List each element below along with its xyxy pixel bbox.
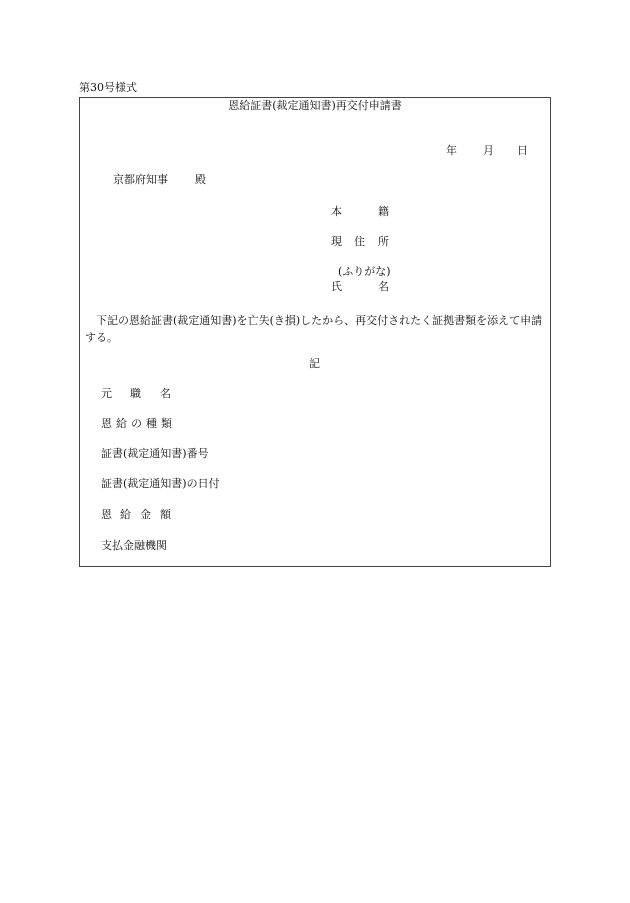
item-pension-type-char-1: 恩 — [101, 417, 112, 430]
item-certificate-date: 証書(裁定通知書)の日付 — [101, 477, 220, 490]
item-pension-amount-char-1: 恩 — [101, 508, 112, 521]
item-pension-type-char-4: 種 — [146, 417, 157, 430]
form-title: 恩給証書(裁定通知書)再交付申請書 — [228, 99, 402, 112]
furigana-label: (ふりがな) — [338, 265, 391, 278]
date-year-label: 年 — [446, 144, 457, 157]
name-label-2: 名 — [378, 280, 389, 293]
item-pension-type-char-5: 類 — [161, 417, 172, 430]
name-label-1: 氏 — [331, 280, 342, 293]
item-pension-type-char-3: の — [131, 417, 142, 430]
address-label-1: 現 — [331, 235, 342, 248]
ki-heading: 記 — [309, 357, 320, 370]
date-day-label: 日 — [517, 144, 528, 157]
item-former-post-char-3: 名 — [160, 387, 171, 400]
body-text: 下記の恩給証書(裁定通知書)を亡失(き損)したから、再交付されたく証拠書類を添えて申請する。 — [85, 314, 543, 344]
item-pension-amount-char-3: 金 — [140, 508, 151, 521]
honseki-label-2: 籍 — [378, 205, 389, 218]
item-payment-bank: 支払金融機関 — [101, 539, 167, 552]
address-label-3: 所 — [378, 235, 389, 248]
item-former-post-char-1: 元 — [101, 387, 112, 400]
item-certificate-number: 証書(裁定通知書)番号 — [101, 447, 209, 460]
form-number: 第30号様式 — [79, 81, 137, 94]
item-pension-amount-char-4: 額 — [160, 508, 171, 521]
item-pension-amount-char-2: 給 — [120, 508, 131, 521]
item-pension-type-char-2: 給 — [116, 417, 127, 430]
addressee-honorific: 殿 — [195, 173, 206, 186]
item-former-post-char-2: 職 — [130, 387, 141, 400]
date-month-label: 月 — [483, 144, 494, 157]
honseki-label-1: 本 — [331, 205, 342, 218]
addressee-name: 京都府知事 — [113, 173, 168, 186]
address-label-2: 住 — [354, 235, 365, 248]
